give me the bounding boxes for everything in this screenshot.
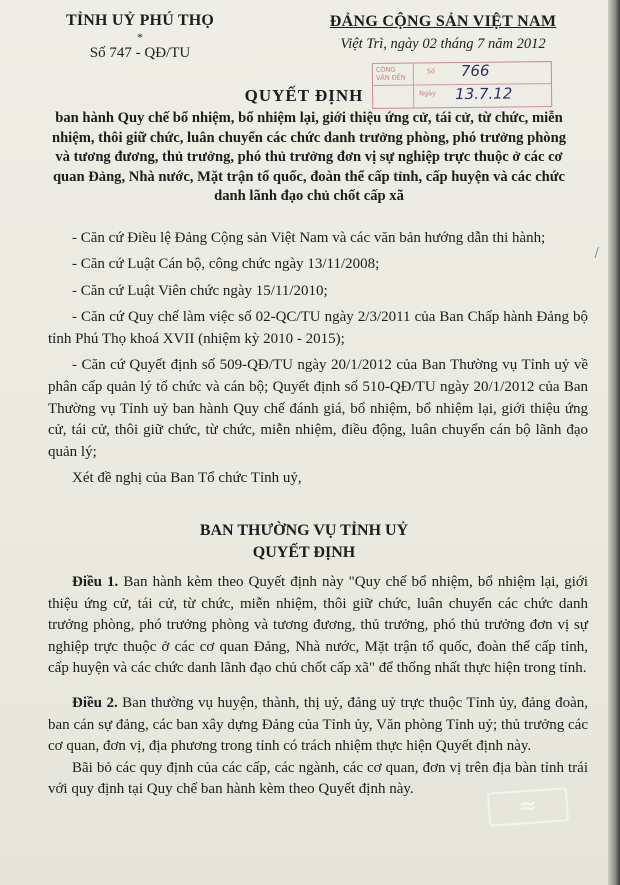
star-mark: * [137, 30, 143, 44]
legal-bases [48, 228, 588, 495]
watermark-logo: ≈ [487, 787, 569, 826]
proposal-line: Xét đề nghị của Ban Tổ chức Tỉnh uỷ, [72, 470, 302, 487]
issue-date: Việt Trì, ngày 02 tháng 7 năm 2012 [340, 36, 546, 52]
stamp-label-ngay: Ngày [419, 89, 436, 98]
article-2 [48, 693, 588, 758]
issuer-block [40, 12, 240, 62]
page-edge-shadow [608, 0, 620, 885]
basis-item: - Căn cứ Luật Cán bộ, công chức ngày 13/11/2008; [72, 256, 380, 273]
pen-tick-mark: ⁄ [593, 246, 601, 262]
party-block [318, 13, 568, 53]
body-heading [0, 520, 608, 564]
basis-item: - Căn cứ Luật Viên chức ngày 15/11/2010; [72, 282, 328, 299]
stamp-ngay-value: 13.7.12 [455, 84, 513, 104]
article-2-repeal: Bãi bỏ các quy định của các cấp, các ngành, các cơ quan, đơn vị trên địa bàn tỉnh trái với quy định tại Quy chế ban hành kèm theo Quyết định này. [48, 759, 588, 798]
basis-item: - Căn cứ Điều lệ Đảng Cộng sản Việt Nam và các văn bản hướng dẫn thi hành; [72, 230, 546, 246]
article-1-text: Ban hành kèm theo Quyết định này "Quy chế bổ nhiệm, bổ nhiệm lại, giới thiệu ứng cử, tái cử, từ chức, miễn nhiệm, thôi giữ chức, luân chuyển các chức danh trưởng phòng, phó trưởng phòng và tương đương, thủ trưởng, phó thủ trưởng đơn vị sự nghiệp trực thuộc ở các cơ quan Đảng, Nhà nước, Mặt trận tổ quốc, đoàn thể cấp tỉnh, cấp huyện và các chức danh lãnh đạo chủ chốt cấp xã" để thống nhất thực hiện trong tỉnh. [48, 574, 588, 677]
article-2-lead: Điều 2. [72, 694, 118, 711]
document-subtitle: ban hành Quy chế bổ nhiệm, bổ nhiệm lại, giới thiệu ứng cử, tái cử, từ chức, miễn nhiệm, thôi giữ chức, luân chuyển các chức danh trưởng phòng, phó trưởng phòng và tương đương, thủ trưởng, phó thủ trưởng đơn vị sự nghiệp trực thuộc ở các cơ quan Đảng, Nhà nước, Mặt trận tổ quốc, đoàn thể cấp tỉnh, cấp huyện và các chức danh lãnh đạo chủ chốt cấp xã [51, 110, 567, 204]
article-1-lead: Điều 1. [72, 574, 119, 590]
party-name: ĐẢNG CỘNG SẢN VIỆT NAM [329, 13, 557, 30]
stamp-label: CÔNG VĂN ĐẾN [375, 65, 406, 82]
stamp-so-value: 766 [460, 61, 490, 81]
document-number: Số 747 - QĐ/TU [89, 45, 191, 61]
document-title: QUYẾT ĐỊNH [244, 86, 364, 105]
basis-item: - Căn cứ Quyết định số 509-QĐ/TU ngày 20/1/2012 của Ban Thường vụ Tỉnh uỷ về phân cấp quản lý tổ chức và cán bộ; Quyết định số 510-QĐ/TU ngày 20/1/2012 của Ban Thường vụ Tỉnh uỷ ban hành Quy chế đánh giá, bổ nhiệm, bổ nhiệm lại, giới thiệu ứng cử, tái cử, thôi giữ chức, từ chức, miễn nhiệm, điều động, luân chuyển cán bộ lãnh đạo quản lý; [48, 356, 588, 461]
stamp-label-so: Số [426, 67, 436, 76]
article-2-text: Ban thường vụ huyện, thành, thị uỷ, đảng uỷ trực thuộc Tỉnh ủy, đảng đoàn, ban cán sự đảng, các ban xây dựng Đảng của Tỉnh ủy, Văn phòng Tỉnh uỷ; thủ trưởng các cơ quan, đơn vị, địa phương trong tỉnh có trách nhiệm thực hiện Quyết định này. [48, 694, 588, 755]
standing-committee-title: BAN THƯỜNG VỤ TỈNH UỶ [199, 522, 409, 539]
article-1 [48, 572, 588, 680]
stamp-row-so [373, 62, 551, 85]
basis-item: - Căn cứ Quy chế làm việc số 02-QC/TU ngày 2/3/2011 của Ban Chấp hành Đảng bộ tỉnh Phú Thọ khoá XVII (nhiệm kỳ 2010 - 2015); [48, 308, 588, 347]
decides-title: QUYẾT ĐỊNH [252, 544, 356, 561]
articles [48, 572, 588, 814]
issuer-name: TỈNH UỶ PHÚ THỌ [65, 12, 215, 29]
